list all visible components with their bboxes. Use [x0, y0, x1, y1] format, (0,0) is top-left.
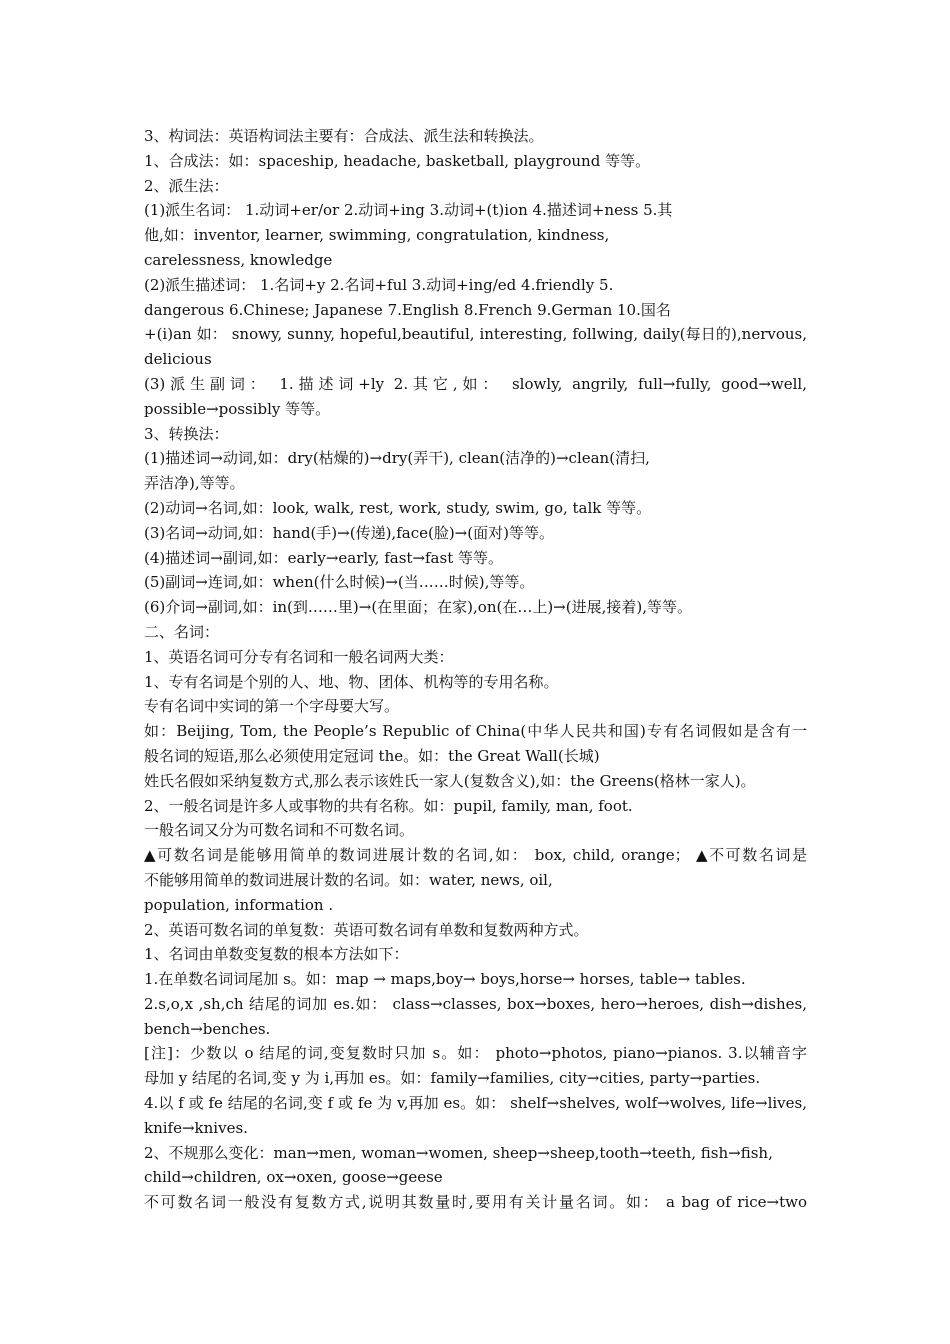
text-line: 姓氏名假如采纳复数方式,那么表示该姓氏一家人(复数含义),如：the Greens(格林一家人)。 [144, 771, 756, 790]
text-line: 母加 y 结尾的名词,变 y 为 i,再加 es。如：family→families, city→cities, party→parties. [144, 1069, 761, 1088]
text-line: 1、名词由单数变复数的根本方法如下： [144, 945, 409, 964]
text-line: 4.以 f 或 fe 结尾的名词,变 f 或 fe 为 v,再加 es。如： shelf→shelves, wolf→wolves, life→lives, [144, 1094, 807, 1113]
text-line: delicious [144, 350, 212, 369]
text-line: (3)派生副词： 1.描述词+ly 2.其它,如： slowly, angrily, full→fully, good→well, [144, 374, 807, 393]
text-line: 他,如：inventor, learner, swimming, congratulation, kindness, [144, 226, 610, 245]
text-line: 一般名词又分为可数名词和不可数名词。 [144, 821, 415, 840]
text-line: knife→knives. [144, 1118, 248, 1137]
text-line: 1、英语名词可分专有名词和一般名词两大类： [144, 647, 454, 666]
text-line: (5)副词→连词,如：when(什么时候)→(当……时候),等等。 [144, 573, 535, 592]
text-line: (2)动词→名词,如：look, walk, rest, work, study, swim, go, talk 等等。 [144, 498, 652, 517]
text-line: (3)名词→动词,如：hand(手)→(传递),face(脸)→(面对)等等。 [144, 523, 554, 542]
text-line: 2、派生法： [144, 176, 229, 195]
text-line: child→children, ox→oxen, goose→geese [144, 1168, 443, 1187]
text-line: dangerous 6.Chinese; Japanese 7.English 8.French 9.German 10.国名 [144, 300, 671, 319]
text-line: 3、构词法：英语构词法主要有：合成法、派生法和转换法。 [144, 127, 544, 145]
text-line: 如：Beijing, Tom, the People’s Republic of China(中华人民共和国)专有名词假如是含有一 [144, 722, 807, 741]
text-line: 2、不规那么变化：man→men, woman→women, sheep→sheep,tooth→teeth, fish→fish, [144, 1143, 773, 1162]
text-line: 1、专有名词是个别的人、地、物、团体、机构等的专用名称。 [144, 672, 559, 691]
text-line: (1)描述词→动词,如：dry(枯燥的)→dry(弄干), clean(洁净的)→clean(清扫, [144, 449, 650, 468]
text-line: possible→possibly 等等。 [144, 399, 331, 418]
text-line: 弄洁净),等等。 [144, 474, 245, 493]
text-line: 不可数名词一般没有复数方式,说明其数量时,要用有关计量名词。如： a bag of rice→two [144, 1193, 807, 1212]
text-line: 不能够用简单的数词进展计数的名词。如：water, news, oil, [144, 870, 553, 889]
text-line: 二、名词： [144, 622, 220, 641]
text-line: 1、合成法：如：spaceship, headache, basketball, playground 等等。 [144, 151, 651, 170]
text-line: 2.s,o,x ,sh,ch 结尾的词加 es.如： class→classes, box→boxes, hero→heroes, dish→dishes, [144, 994, 807, 1013]
text-line: (6)介词→副词,如：in(到……里)→(在里面；在家),on(在…上)→(进展,接着),等等。 [144, 598, 692, 617]
text-line: 3、转换法： [144, 424, 229, 443]
text-line: bench→benches. [144, 1019, 271, 1038]
text-line: 2、一般名词是许多人或事物的共有名称。如：pupil, family, man, foot. [144, 796, 633, 815]
text-line: [注]：少数以 o 结尾的词,变复数时只加 s。如： photo→photos, piano→pianos. 3.以辅音字 [144, 1044, 807, 1063]
text-line: (4)描述词→副词,如：early→early, fast→fast 等等。 [144, 548, 503, 567]
text-line: 2、英语可数名词的单复数：英语可数名词有单数和复数两种方式。 [144, 920, 589, 939]
text-line: +(i)an 如： snowy, sunny, hopeful,beautiful, interesting, follwing, daily(每日的),nervous, [144, 325, 807, 344]
text-line: ▲可数名词是能够用简单的数词进展计数的名词,如： box, child, orange； ▲不可数名词是 [144, 846, 807, 865]
text-line: (2)派生描述词： 1.名词+y 2.名词+ful 3.动词+ing/ed 4.friendly 5. [144, 275, 614, 294]
text-line: (1)派生名词： 1.动词+er/or 2.动词+ing 3.动词+(t)ion 4.描述词+ness 5.其 [144, 201, 673, 220]
text-line: 专有名词中实词的第一个字母要大写。 [144, 697, 400, 716]
text-line: population, information . [144, 895, 334, 914]
text-line: 1.在单数名词词尾加 s。如：map → maps,boy→ boys,horse→ horses, table→ tables. [144, 970, 746, 989]
text-line: 般名词的短语,那么必须使用定冠词 the。如：the Great Wall(长城) [144, 746, 600, 765]
document-body [144, 124, 807, 1215]
text-line: carelessness, knowledge [144, 250, 333, 269]
